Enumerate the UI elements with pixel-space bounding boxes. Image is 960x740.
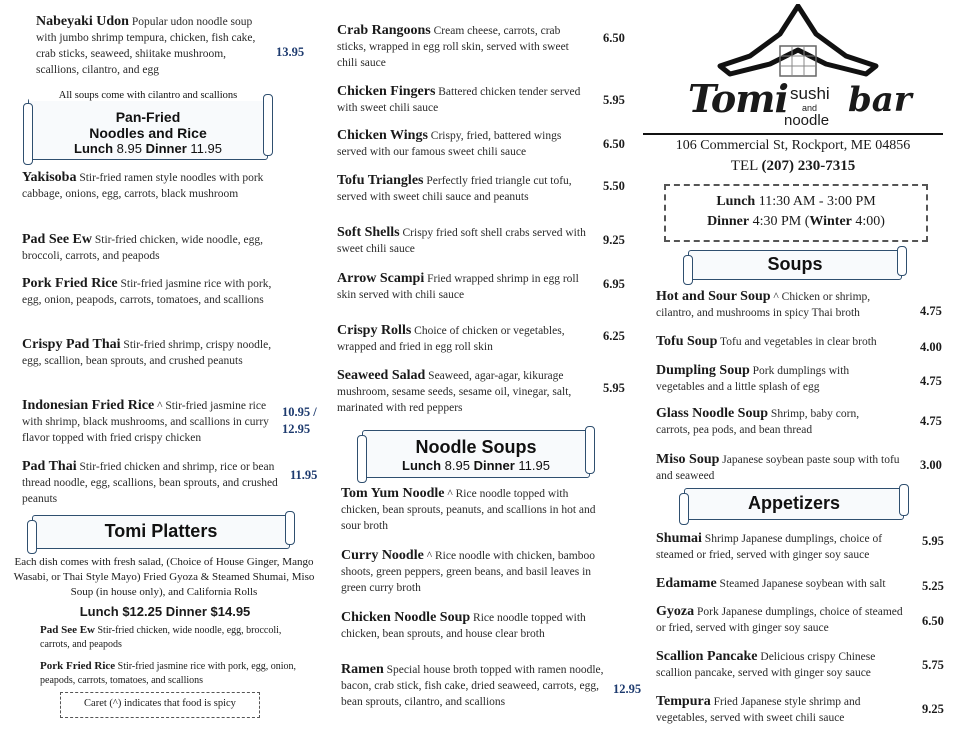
item-name: Chicken Wings	[337, 128, 428, 143]
menu-item-nabeyaki-udon	[36, 14, 266, 78]
item-price: 4.00	[920, 340, 942, 354]
item-price: 6.95	[603, 277, 625, 291]
item-name: Pad Thai	[22, 459, 77, 474]
logo-word-tomi: Tomi	[688, 76, 788, 121]
menu-item	[337, 128, 592, 160]
menu-item	[656, 604, 912, 636]
item-price: 11.95	[290, 468, 318, 482]
item-price: 6.50	[603, 137, 625, 151]
lunch-label: Lunch	[79, 604, 119, 619]
banner-title: Pan-Fried	[115, 109, 181, 125]
lunch-price: $12.25	[122, 604, 163, 619]
item-desc: ^ Rice noodle topped with chicken, bean sprouts, peanuts, and scallions in hot and sour broth	[341, 488, 596, 532]
menu-item	[337, 84, 592, 116]
logo-word-sushi: sushi	[790, 84, 830, 103]
banner-title: Noodle Soups	[415, 437, 537, 457]
item-price: 5.25	[922, 579, 944, 593]
item-desc: Pork Japanese dumplings, choice of steamed or fried, served with ginger soy sauce	[656, 606, 903, 634]
winter-label: Winter	[809, 214, 852, 229]
item-desc: Stir-fried chicken, wide noodle, egg, broccoli, carrots, and peapods	[22, 234, 263, 262]
item-price: 5.95	[603, 381, 625, 395]
item-price: 3.00	[920, 458, 942, 472]
item-name: Tempura	[656, 694, 711, 709]
platters-price	[0, 604, 330, 619]
banner-title: Appetizers	[747, 493, 841, 513]
item-name: Dumpling Soup	[656, 363, 750, 378]
item-price: 5.95	[922, 534, 944, 548]
soups-banner	[688, 250, 902, 280]
item-price: 10.95 / 12.95	[282, 405, 317, 436]
item-desc: Steamed Japanese soybean with salt	[719, 578, 886, 590]
item-desc: Stir-fried chicken, wide noodle, egg, broccoli, carrots, and peapods	[40, 625, 282, 650]
platters-intro: Each dish comes with fresh salad, (Choice of House Ginger, Mango Wasabi, or Thai Style Mayo) Fried Gyoza & Steamed Shumai, Miso Soup (in house only), and California Rolls	[13, 556, 315, 598]
lunch-price: 8.95	[444, 458, 470, 473]
item-name: Chicken Noodle Soup	[341, 610, 471, 625]
dinner-label: Dinner	[473, 458, 515, 473]
dinner-label: Dinner	[707, 214, 750, 229]
item-price: 6.25	[603, 329, 625, 343]
item-desc: Crispy, fried, battered wings served with our famous sweet chili sauce	[337, 130, 562, 158]
winter-time: 4:00	[855, 214, 881, 229]
item-desc: Fried wrapped shrimp in egg roll skin served with chili sauce	[337, 273, 579, 301]
item-name: Crispy Pad Thai	[22, 337, 121, 352]
item-desc: ^ Rice noodle with chicken, bamboo shoots, green peppers, green beans, and basil leaves in green curry broth	[341, 550, 595, 594]
lunch-label: Lunch	[716, 194, 756, 209]
lunch-price: 8.95	[116, 141, 142, 156]
dinner-price: 11.95	[190, 141, 222, 156]
banner-title: Tomi Platters	[104, 521, 218, 541]
banner-title-2: Noodles and Rice	[89, 125, 207, 141]
dinner-time: 4:30 PM	[752, 214, 802, 229]
item-price: 5.75	[922, 658, 944, 672]
hours-dinner: Dinner 4:30 PM (Winter 4:00)	[707, 214, 885, 229]
item-name: Pork Fried Rice	[22, 276, 118, 291]
item-price: 6.50	[922, 614, 944, 628]
item-name: Scallion Pancake	[656, 649, 758, 664]
item-desc: Stir-fried chicken and shrimp, rice or bean thread noodle, egg, scallions, bean sprouts, and crushed peanuts	[22, 461, 278, 505]
menu-item	[341, 610, 603, 642]
item-desc: Special house broth topped with ramen noodle, bacon, crab stick, fish cake, dried seaweed, carrots, egg, bean sprouts, cilantro, and scallions	[341, 664, 604, 708]
item-price: 12.95	[613, 682, 642, 696]
menu-item	[337, 225, 592, 257]
hours-lunch	[666, 192, 926, 212]
item-name: Arrow Scampi	[337, 271, 425, 286]
menu-item	[656, 406, 888, 438]
dinner-price: 11.95	[518, 458, 550, 473]
banner-title: Soups	[767, 254, 823, 274]
noodle-soups-banner	[362, 430, 590, 478]
dinner-price: $14.95	[210, 604, 251, 619]
item-name: Pad See Ew	[22, 232, 92, 247]
menu-item	[22, 459, 284, 507]
item-desc: Rice noodle topped with chicken, bean sprouts, and house clear broth	[341, 612, 586, 640]
item-name: Soft Shells	[337, 225, 400, 240]
menu-item	[656, 576, 918, 592]
lunch-time: 11:30 AM - 3:00 PM	[758, 194, 876, 209]
menu-item	[22, 337, 282, 369]
item-price: 9.25	[922, 702, 944, 716]
item-desc: Choice of chicken or vegetables, wrapped and fried in egg roll skin	[337, 325, 565, 353]
item-name: Shumai	[656, 531, 702, 546]
item-name: Nabeyaki Udon	[36, 14, 129, 29]
menu-item	[656, 334, 914, 350]
menu-item	[656, 289, 908, 321]
caret-note: Caret (^) indicates that food is spicy	[60, 692, 260, 718]
menu-item	[337, 271, 592, 303]
lunch-label: Lunch	[402, 458, 442, 473]
item-desc: Stir-fried jasmine rice with pork, egg, onion, peapods, carrots, tomatoes, and scallions	[40, 661, 297, 686]
item-desc: Cream cheese, carrots, crab sticks, wrapped in egg roll skin, served with sweet chili sauce	[337, 25, 569, 69]
panfried-banner	[28, 90, 268, 160]
platters-banner	[32, 515, 290, 549]
menu-item	[656, 531, 912, 563]
item-desc: Perfectly fried triangle cut tofu, served with sweet chili sauce and peanuts	[337, 175, 572, 203]
menu-item	[337, 173, 592, 205]
dinner-label: Dinner	[165, 604, 207, 619]
item-name: Chicken Fingers	[337, 84, 436, 99]
item-name: Hot and Sour Soup	[656, 289, 771, 304]
phone	[643, 158, 943, 175]
item-desc: Pork dumplings with vegetables and a little splash of egg	[656, 365, 850, 393]
soups-note: All soups come with cilantro and scallions	[29, 90, 267, 101]
menu-item	[341, 486, 603, 534]
item-desc: Tofu and vegetables in clear broth	[720, 336, 877, 348]
item-desc: Shrimp Japanese dumplings, choice of steamed or fried, served with ginger soy sauce	[656, 533, 883, 561]
item-desc: Delicious crispy Chinese scallion pancake, served with ginger soy sauce	[656, 651, 876, 679]
appetizers-banner	[684, 488, 904, 520]
item-name: Tom Yum Noodle	[341, 486, 445, 501]
item-name: Indonesian Fried Rice	[22, 398, 155, 413]
platter-item	[40, 659, 310, 688]
item-name: Curry Noodle	[341, 548, 424, 563]
temple-roof-icon	[680, 4, 916, 84]
menu-item	[337, 323, 592, 355]
item-name: Pork Fried Rice	[40, 660, 116, 672]
item-desc: Stir-fried ramen style noodles with pork cabbage, onions, egg, carrots, black mushroom	[22, 172, 264, 200]
item-desc: ^ Chicken or shrimp, cilantro, and mushrooms in spicy Thai broth	[656, 291, 871, 319]
item-desc: Stir-fried jasmine rice with pork, egg, onion, peapods, carrots, tomatoes, and scallions	[22, 278, 272, 306]
item-price: 4.75	[920, 304, 942, 318]
hours-box	[664, 184, 928, 242]
item-desc: Battered chicken tender served with sweet chili sauce	[337, 86, 581, 114]
dinner-label: Dinner	[145, 141, 187, 156]
item-name: Miso Soup	[656, 452, 720, 467]
menu-item	[341, 662, 609, 710]
banner-prices	[29, 141, 267, 156]
lunch-label: Lunch	[74, 141, 114, 156]
menu-item	[656, 452, 912, 484]
phone-number: (207) 230-7315	[761, 158, 856, 174]
item-desc: Shrimp, baby corn, carrots, pea pods, and bean thread	[656, 408, 860, 436]
menu-item	[656, 694, 912, 726]
menu-item	[22, 398, 280, 446]
logo-word-noodle: noodle	[784, 112, 830, 129]
item-price: 4.75	[920, 414, 942, 428]
menu-item	[337, 368, 592, 416]
item-name: Yakisoba	[22, 170, 77, 185]
item-name: Tofu Triangles	[337, 173, 424, 188]
item-price: 6.50	[603, 31, 625, 45]
item-desc: Fried Japanese style shrimp and vegetables, served with sweet chili sauce	[656, 696, 861, 724]
menu-item	[341, 548, 603, 596]
menu-item	[22, 232, 282, 264]
menu-item	[22, 170, 282, 202]
item-price: 13.95	[276, 45, 305, 59]
item-desc: Popular udon noodle soup with jumbo shrimp tempura, chicken, fish cake, crab sticks, seaweed, shiitake mushroom, scallions, cilantro, and egg	[36, 16, 256, 76]
logo-word-bar: bar	[848, 80, 912, 120]
item-desc: Seaweed, agar-agar, kikurage mushroom, sesame seeds, sesame oil, vinegar, salt, marinated with red peppers	[337, 370, 572, 414]
item-name: Tofu Soup	[656, 334, 718, 349]
item-name: Edamame	[656, 576, 717, 591]
restaurant-logo	[680, 4, 916, 132]
logo-word-and: and	[802, 103, 818, 113]
item-price: 5.50	[603, 179, 625, 193]
item-name: Crispy Rolls	[337, 323, 412, 338]
item-price: 5.95	[603, 93, 625, 107]
item-desc: ^ Stir-fried jasmine rice with shrimp, black mushrooms, and scallions in curry flavor topped with fried crispy chicken	[22, 400, 269, 444]
platter-item	[40, 623, 302, 652]
menu-item	[656, 363, 888, 395]
item-price: 4.75	[920, 374, 942, 388]
item-desc: Japanese soybean paste soup with tofu and seaweed	[656, 454, 900, 482]
banner-prices	[363, 458, 589, 473]
address: 106 Commercial St, Rockport, ME 04856	[675, 138, 911, 153]
item-name: Pad See Ew	[40, 624, 95, 636]
item-name: Seaweed Salad	[337, 368, 426, 383]
menu-item	[656, 649, 912, 681]
item-price: 9.25	[603, 233, 625, 247]
phone-label: TEL	[730, 158, 758, 174]
item-desc: Stir-fried shrimp, crispy noodle, egg, scallion, bean sprouts, and crushed peanuts	[22, 339, 272, 367]
menu-item	[337, 23, 592, 71]
item-name: Ramen	[341, 662, 384, 677]
menu-item	[22, 276, 282, 308]
item-desc: Crispy fried soft shell crabs served with sweet chili sauce	[337, 227, 586, 255]
item-name: Glass Noodle Soup	[656, 406, 769, 421]
item-name: Crab Rangoons	[337, 23, 431, 38]
item-name: Gyoza	[656, 604, 695, 619]
header-divider	[643, 133, 943, 135]
